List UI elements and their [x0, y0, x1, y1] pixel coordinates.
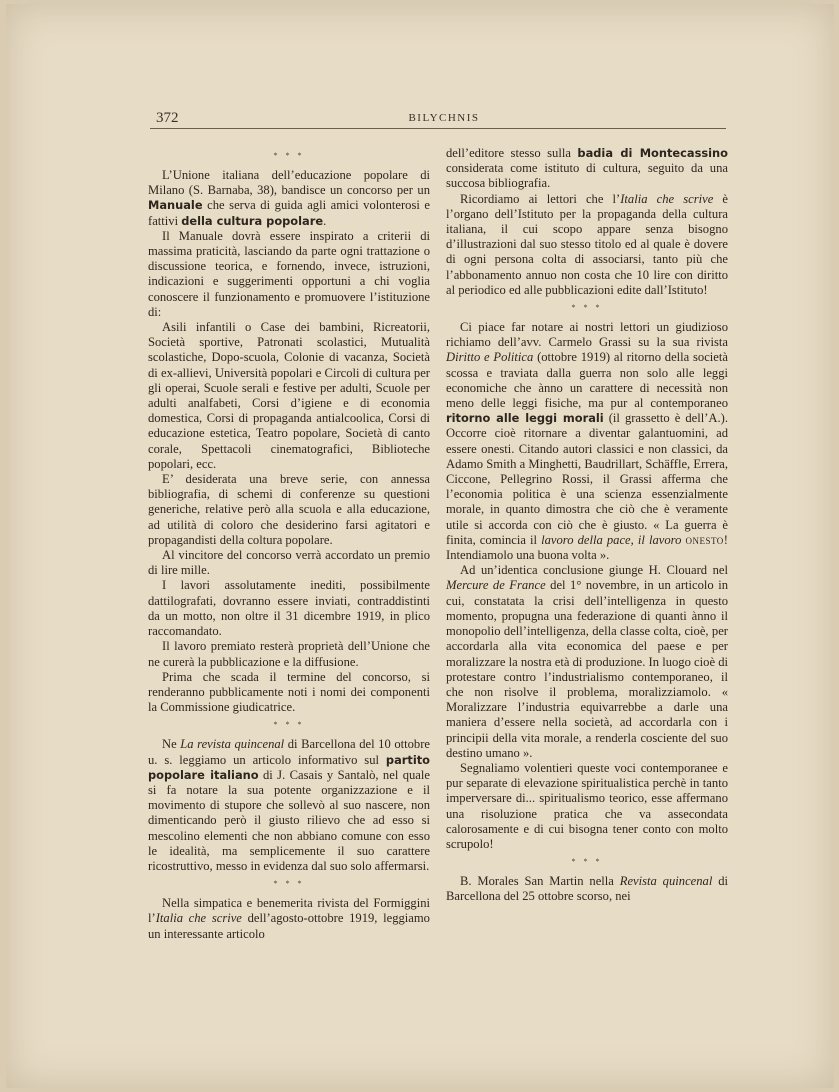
- page-header: [156, 110, 732, 130]
- page-number: 372: [156, 110, 179, 126]
- paragraph: Ricordiamo ai lettori che l’Italia che scrive è l’organo dell’Istituto per la propaganda della cultura italiana, il cui scopo appare senza bisogno d’illustrazioni dal suo stesso titolo ed al quale è dovere di ogni persona colta di associarsi, tanto più che l’abbonamento annuo non costa che 10 lire con diritto al periodico ed alle pubblicazioni edite dall’Istituto!: [446, 191, 728, 297]
- right-column: [446, 146, 728, 905]
- section-separator: * * *: [273, 720, 305, 730]
- paragraph: L’Unione italiana dell’educazione popolare di Milano (S. Barnaba, 38), bandisce un concorso per un Manuale che serva di guida agli amici volonterosi e fattivi della cultura popolare.: [148, 168, 430, 228]
- paragraph: Al vincitore del concorso verrà accordato un premio di lire mille.: [148, 548, 430, 578]
- paragraph: dell’editore stesso sulla badia di Montecassino considerata come istituto di cultura, seguito da una succosa bibliografia.: [446, 146, 728, 191]
- section-separator: * * *: [571, 857, 603, 867]
- left-column: [148, 146, 430, 942]
- paragraph: Nella simpatica e benemerita rivista del Formiggini l’Italia che scrive dell’agosto-ottobre 1919, leggiamo un interessante articolo: [148, 896, 430, 941]
- paragraph: Il lavoro premiato resterà proprietà dell’Unione che ne curerà la pubblicazione e la diffusione.: [148, 639, 430, 669]
- paragraph: Il Manuale dovrà essere inspirato a criterii di massima praticità, lasciando da parte ogni trattazione o discussione teorica, e fornendo, invece, istruzioni, indicazioni e suggerimenti opportuni a chi voglia conoscere il funzionamento e promuovere l’istituzione di:: [148, 228, 430, 319]
- paragraph: I lavori assolutamente inediti, possibilmente dattilografati, dovranno essere inviati, contraddistinti da un motto, non oltre il 31 dicembre 1919, in plico raccomandato.: [148, 578, 430, 639]
- paragraph: Ci piace far notare ai nostri lettori un giudizioso richiamo dell’avv. Carmelo Grassi su la sua rivista Diritto e Politica (ottobre 1919) al ritorno della società scossa e traviata dalla guerra non solo alle leggi economiche che ànno un carattere di necessità non meno delle leggi fisiche, ma pur al contemporaneo ritorno alle leggi morali (il grassetto è dell’A.). Occorre cioè ritornare a diventar galantuomini, ad essere onesti. Citando autori classici e non classici, da Adamo Smith a Minghetti, Baudrillart, Schäffle, Errera, Ciccone, Pellegrino Rossi, il Grassi afferma che l’economia politica è una scienza essenzialmente morale, in quanto dimostra che ciò che è veramente utile si accorda con ciò che è giusto. « La guerra è finita, comincia il lavoro della pace, il lavoro onesto! Intendiamolo una buona volta ».: [446, 320, 728, 563]
- paragraph: E’ desiderata una breve serie, con annessa bibliografia, di schemi di conferenze su questioni generiche, relative però alla scuola e alla educazione, ad utilità di coloro che desiderino farsi agitatori e propagandisti della coltura popolare.: [148, 472, 430, 547]
- section-separator: * * *: [273, 151, 305, 160]
- paragraph: B. Morales San Martin nella Revista quincenal di Barcellona del 25 ottobre scorso, nei: [446, 874, 728, 904]
- paragraph: Ne La revista quincenal di Barcellona del 10 ottobre u. s. leggiamo un articolo informativo sul partito popolare italiano di J. Casais y Santalò, nel quale si fa notare la sua potente organizzazione e il movimento di stupore che sollevò al suo nascere, non dimenticando però il giusto rilievo che ad esso si mescolino elementi che non abbiano comune con esso le idealità, ma semplicemente il suo carattere ricostruttivo, messo in evidenza dal suo solo affermarsi.: [148, 737, 430, 873]
- paragraph: Ad un’identica conclusione giunge H. Clouard nel Mercure de France del 1° novembre, in un articolo in cui, constatata la crisi dell’intelligenza in questo momento, propugna una federazione di quanti ànno il monopolio dell’intelligenza, della classe colta, cioè, per accordarla alla vita economica del paese e per moralizzare la nostra età di produzione. In luogo cioè di protestare contro l’industrialismo contemporaneo, il che non risolve il problema, moralizziamolo. « Moralizzare l’industria equivarrebbe a darle una maniera d’essere nella società, ad accordarla con i principii della vita morale, a renderla cosciente del suo destino umano ».: [446, 563, 728, 760]
- header-rule: [150, 128, 726, 129]
- section-separator: * * *: [273, 879, 305, 889]
- running-title: BILYCHNIS: [408, 112, 480, 124]
- paragraph: Asili infantili o Case dei bambini, Ricreatorii, Società sportive, Patronati scolastici, Mutualità scolastiche, Dopo-scuola, Colonie di vacanza, Società di ex-allievi, Università popolari e Circoli di cultura per gli operai, Scuole serali e festive per adulti, Scuole per adulti analfabeti, Corsi d’igiene e di economia domestica, Corsi di propaganda antialcoolica, Corsi di educazione estetica, Teatro popolare, Società di canto corale, Spettacoli cinematografici, Biblioteche popolari, ecc.: [148, 320, 430, 471]
- paragraph: Prima che scada il termine del concorso, si renderanno pubblicamente noti i nomi dei componenti la Commissione giudicatrice.: [148, 669, 430, 715]
- paragraph: Segnaliamo volentieri queste voci contemporanee e pur separate di elevazione spiritualistica perchè in tanto imperversare di... spiritualismo teorico, esse affermano una risoluzione pratica che va assecondata calorosamente e di cui bisogna tener conto con molto scrupolo!: [446, 760, 728, 851]
- section-separator: * * *: [571, 303, 603, 313]
